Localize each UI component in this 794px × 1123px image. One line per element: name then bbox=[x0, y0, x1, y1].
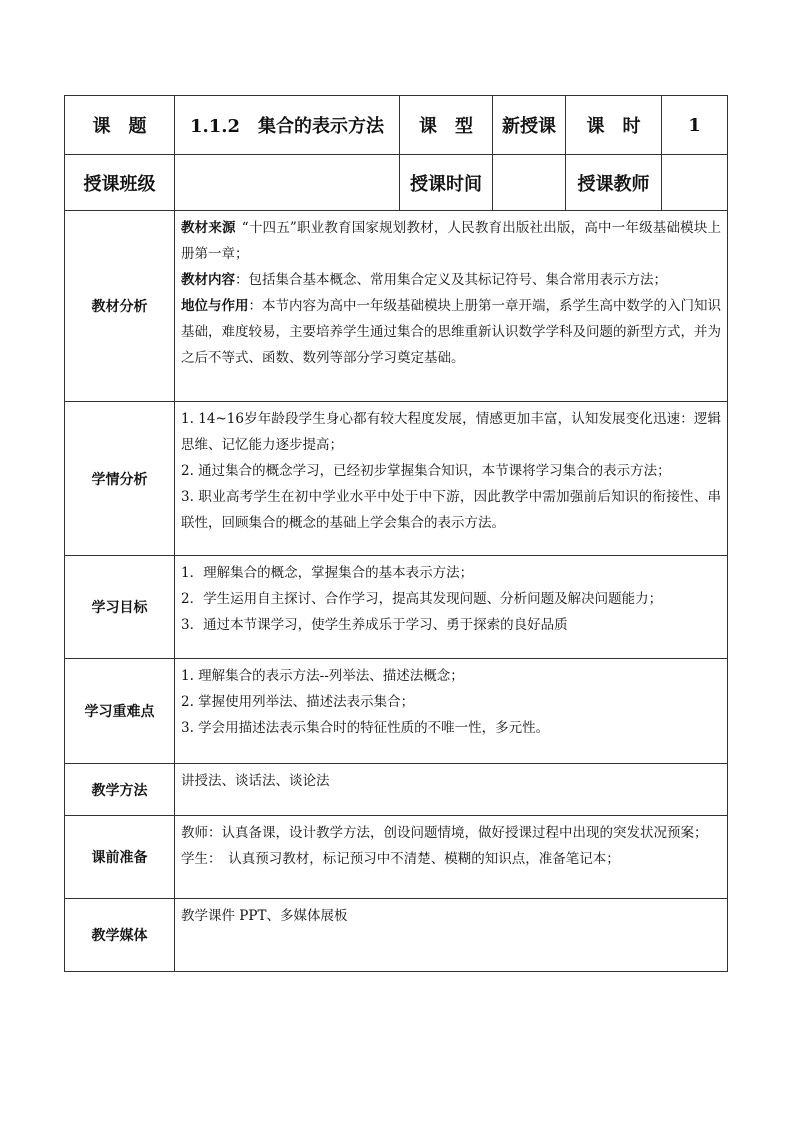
material-role-text: ：本节内容为高中一年级基础模块上册第一章开端，系学生高中数学的入门知识基础，难度较易，主要培养学生通过集合的思维重新认识数学学科及问题的新型方式，并为之后不等式、函数、数列等部分学习奠定基础。 bbox=[181, 298, 721, 366]
time-value bbox=[493, 155, 566, 211]
header-row-class bbox=[65, 155, 728, 211]
goals-content bbox=[175, 556, 728, 659]
prep-item: 学生： 认真预习教材，标记预习中不清楚、模糊的知识点，准备笔记本； bbox=[181, 851, 620, 867]
material-content-text: ：包括集合基本概念、常用集合定义及其标记符号、集合常用表示方法； bbox=[235, 272, 667, 288]
goals-item: 2．学生运用自主探讨、合作学习，提高其发现问题、分析问题及解决问题能力； bbox=[181, 591, 663, 607]
material-content-key: 教材内容 bbox=[181, 272, 235, 288]
topic-value: 1.1.2 集合的表示方法 bbox=[175, 96, 400, 155]
section-students bbox=[65, 402, 728, 556]
material-label: 教材分析 bbox=[65, 211, 175, 402]
teacher-value bbox=[662, 155, 728, 211]
goals-item: 1．理解集合的概念，掌握集合的基本表示方法； bbox=[181, 565, 474, 581]
students-label: 学情分析 bbox=[65, 402, 175, 556]
hours-value: 1 bbox=[662, 96, 728, 155]
material-source-key: 教材来源 bbox=[181, 220, 236, 236]
section-media bbox=[65, 899, 728, 972]
header-row-topic bbox=[65, 96, 728, 155]
material-source-text: “十四五”职业教育国家规划教材，人民教育出版社出版，高中一年级基础模块上册第一章； bbox=[181, 220, 722, 262]
methods-label: 教学方法 bbox=[65, 764, 175, 816]
students-item: 3. 职业高考学生在初中学业水平中处于中下游，因此教学中需加强前后知识的衔接性、串联性，回顾集合的概念的基础上学会集合的表示方法。 bbox=[181, 489, 721, 531]
key-points-item: 1. 理解集合的表示方法--列举法、描述法概念； bbox=[181, 668, 464, 684]
media-content bbox=[175, 899, 728, 972]
type-value: 新授课 bbox=[493, 96, 566, 155]
section-goals bbox=[65, 556, 728, 659]
material-content-line bbox=[181, 267, 721, 293]
material-content bbox=[175, 211, 728, 402]
section-methods bbox=[65, 764, 728, 816]
topic-label: 课 题 bbox=[65, 96, 175, 155]
students-item: 2. 通过集合的概念学习，已经初步掌握集合知识，本节课将学习集合的表示方法； bbox=[181, 463, 671, 479]
students-item: 1. 14~16岁年龄段学生身心都有较大程度发展，情感更加丰富，认知发展变化迅速：逻辑思维、记忆能力逐步提高； bbox=[181, 411, 721, 453]
type-label: 课 型 bbox=[400, 96, 493, 155]
material-role bbox=[181, 293, 721, 371]
media-label: 教学媒体 bbox=[65, 899, 175, 972]
goals-item: 3．通过本节课学习，使学生养成乐于学习、勇于探索的良好品质 bbox=[181, 617, 568, 633]
prep-content bbox=[175, 816, 728, 899]
material-role-key: 地位与作用 bbox=[181, 298, 249, 314]
prep-label: 课前准备 bbox=[65, 816, 175, 899]
teacher-label: 授课教师 bbox=[566, 155, 662, 211]
key-points-content bbox=[175, 659, 728, 764]
methods-content bbox=[175, 764, 728, 816]
students-content bbox=[175, 402, 728, 556]
class-label: 授课班级 bbox=[65, 155, 175, 211]
prep-item: 教师：认真备课，设计教学方法，创设问题情境，做好授课过程中出现的突发状况预案； bbox=[181, 825, 708, 841]
methods-text: 讲授法、谈话法、谈论法 bbox=[181, 773, 330, 789]
lesson-plan-table bbox=[64, 95, 728, 972]
key-points-item: 2. 掌握使用列举法、描述法表示集合； bbox=[181, 694, 415, 710]
media-text: 教学课件 PPT、多媒体展板 bbox=[181, 908, 348, 924]
time-label: 授课时间 bbox=[400, 155, 493, 211]
class-value bbox=[175, 155, 400, 211]
section-key-points bbox=[65, 659, 728, 764]
goals-label: 学习目标 bbox=[65, 556, 175, 659]
key-points-label: 学习重难点 bbox=[65, 659, 175, 764]
section-prep bbox=[65, 816, 728, 899]
section-material bbox=[65, 211, 728, 402]
key-points-item: 3. 学会用描述法表示集合时的特征性质的不唯一性，多元性。 bbox=[181, 720, 550, 736]
hours-label: 课 时 bbox=[566, 96, 662, 155]
material-source bbox=[181, 215, 721, 267]
